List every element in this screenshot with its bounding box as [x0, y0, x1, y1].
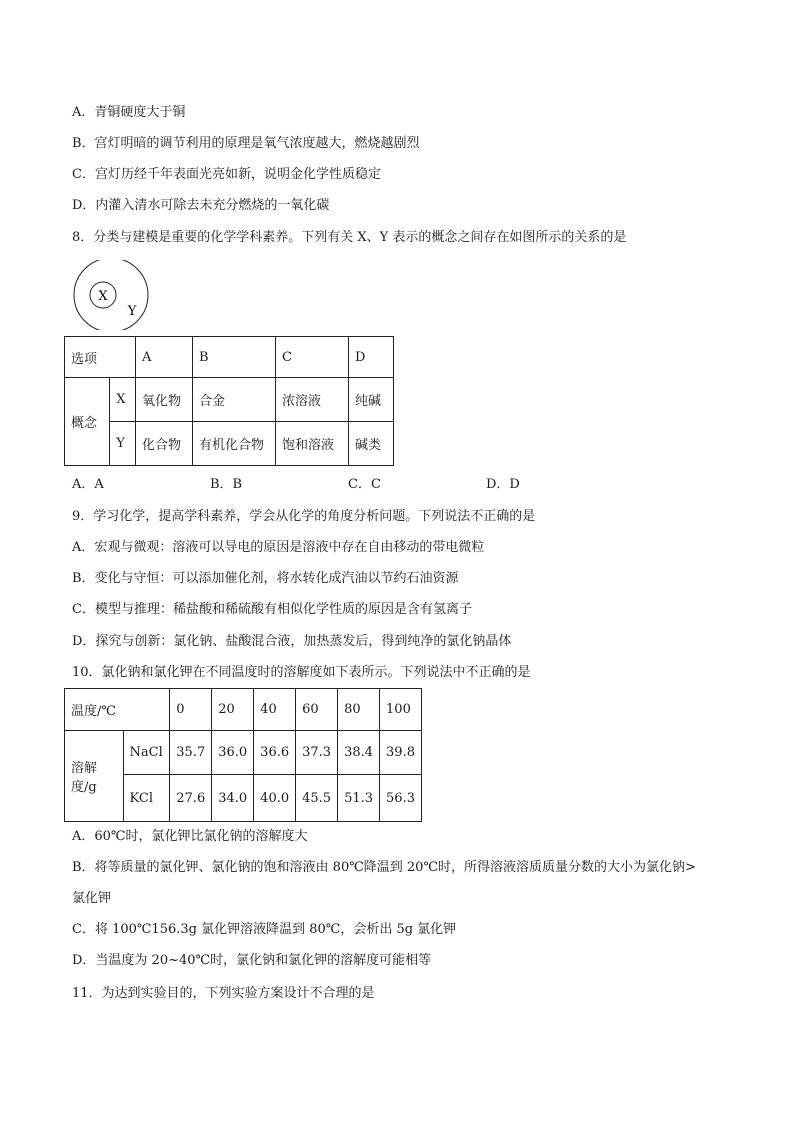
q9-stem: 9．学习化学，提高学科素养，学会从化学的角度分析问题。下列说法不正确的是	[72, 509, 536, 524]
nacl-value: 39.8	[380, 731, 422, 775]
solubility-label: 溶解度/g	[65, 731, 124, 822]
temp-40: 40	[254, 689, 296, 731]
cell-y-d: 碱类	[349, 422, 394, 466]
cell-x-b: 合金	[193, 378, 276, 422]
q7-option-c: C．宫灯历经千年表面光亮如新，说明金化学性质稳定	[72, 167, 381, 182]
header-d: D	[349, 337, 394, 378]
temp-0: 0	[170, 689, 212, 731]
q8-answer-options	[72, 476, 572, 494]
solubility-table	[64, 688, 422, 822]
q8-answer-c: C．C	[348, 477, 381, 492]
q9-option-d: D．探究与创新：氯化钠、盐酸混合液，加热蒸发后，得到纯净的氯化钠晶体	[72, 634, 512, 649]
cell-y-b: 有机化合物	[193, 422, 276, 466]
q10-stem: 10．氯化钠和氯化钾在不同温度时的溶解度如下表所示。下列说法中不正确的是	[72, 665, 531, 680]
row-key-x: X	[110, 378, 136, 422]
q9-option-b: B．变化与守恒：可以添加催化剂，将水转化成汽油以节约石油资源	[72, 571, 459, 586]
concept-table	[64, 336, 394, 466]
kcl-value: 27.6	[170, 775, 212, 822]
q7-option-d: D．内灌入清水可除去未充分燃烧的一氧化碳	[72, 198, 330, 213]
label-y: Y	[127, 304, 137, 319]
q10-option-b: B．将等质量的氯化钾、氯化钠的饱和溶液由 80℃降温到 20℃时，所得溶液溶质质量分数的大小为氯化钠>	[72, 860, 696, 875]
kcl-value: 51.3	[338, 775, 380, 822]
q11-stem: 11．为达到实验目的，下列实验方案设计不合理的是	[72, 986, 375, 1001]
kcl-value: 40.0	[254, 775, 296, 822]
kcl-value: 56.3	[380, 775, 422, 822]
kcl-value: 34.0	[212, 775, 254, 822]
q7-option-b: B．宫灯明暗的调节利用的原理是氧气浓度越大，燃烧越剧烈	[72, 136, 420, 151]
cell-y-a: 化合物	[136, 422, 193, 466]
q10-option-d: D．当温度为 20~40℃时，氯化钠和氯化钾的溶解度可能相等	[72, 953, 432, 968]
q9-option-c: C．模型与推理：稀盐酸和稀硫酸有相似化学性质的原因是含有氢离子	[72, 602, 472, 617]
q9-option-a: A．宏观与微观：溶液可以导电的原因是溶液中存在自由移动的带电微粒	[72, 540, 485, 555]
temp-80: 80	[338, 689, 380, 731]
temp-60: 60	[296, 689, 338, 731]
header-b: B	[193, 337, 276, 378]
venn-diagram	[72, 260, 152, 330]
cell-x-c: 浓溶液	[276, 378, 349, 422]
q10-option-b-cont: 氯化钾	[72, 891, 112, 906]
header-a: A	[136, 337, 193, 378]
label-x: X	[98, 289, 108, 304]
kcl-value: 45.5	[296, 775, 338, 822]
q8-answer-b: B．B	[210, 477, 243, 492]
concept-label: 概念	[65, 378, 110, 466]
q10-option-c: C．将 100℃156.3g 氯化钾溶液降温到 80℃，会析出 5g 氯化钾	[72, 922, 457, 937]
temp-20: 20	[212, 689, 254, 731]
nacl-value: 37.3	[296, 731, 338, 775]
nacl-value: 35.7	[170, 731, 212, 775]
q8-answer-a: A．A	[72, 477, 104, 492]
q10-option-a: A．60℃时，氯化钾比氯化钠的溶解度大	[72, 829, 308, 844]
header-c: C	[276, 337, 349, 378]
nacl-value: 38.4	[338, 731, 380, 775]
row-key-y: Y	[110, 422, 136, 466]
q8-answer-d: D．D	[486, 477, 520, 492]
nacl-value: 36.0	[212, 731, 254, 775]
substance-nacl: NaCl	[123, 731, 170, 775]
nacl-value: 36.6	[254, 731, 296, 775]
header-option: 选项	[65, 337, 136, 378]
substance-kcl: KCl	[123, 775, 170, 822]
cell-x-a: 氧化物	[136, 378, 193, 422]
cell-x-d: 纯碱	[349, 378, 394, 422]
q8-stem: 8．分类与建模是重要的化学学科素养。下列有关 X、Y 表示的概念之间存在如图所示的关系的是	[72, 230, 627, 245]
outer-circle-y	[74, 260, 148, 330]
temp-100: 100	[380, 689, 422, 731]
q7-option-a: A．青铜硬度大于铜	[72, 105, 186, 120]
cell-y-c: 饱和溶液	[276, 422, 349, 466]
temp-header: 温度/℃	[65, 689, 170, 731]
